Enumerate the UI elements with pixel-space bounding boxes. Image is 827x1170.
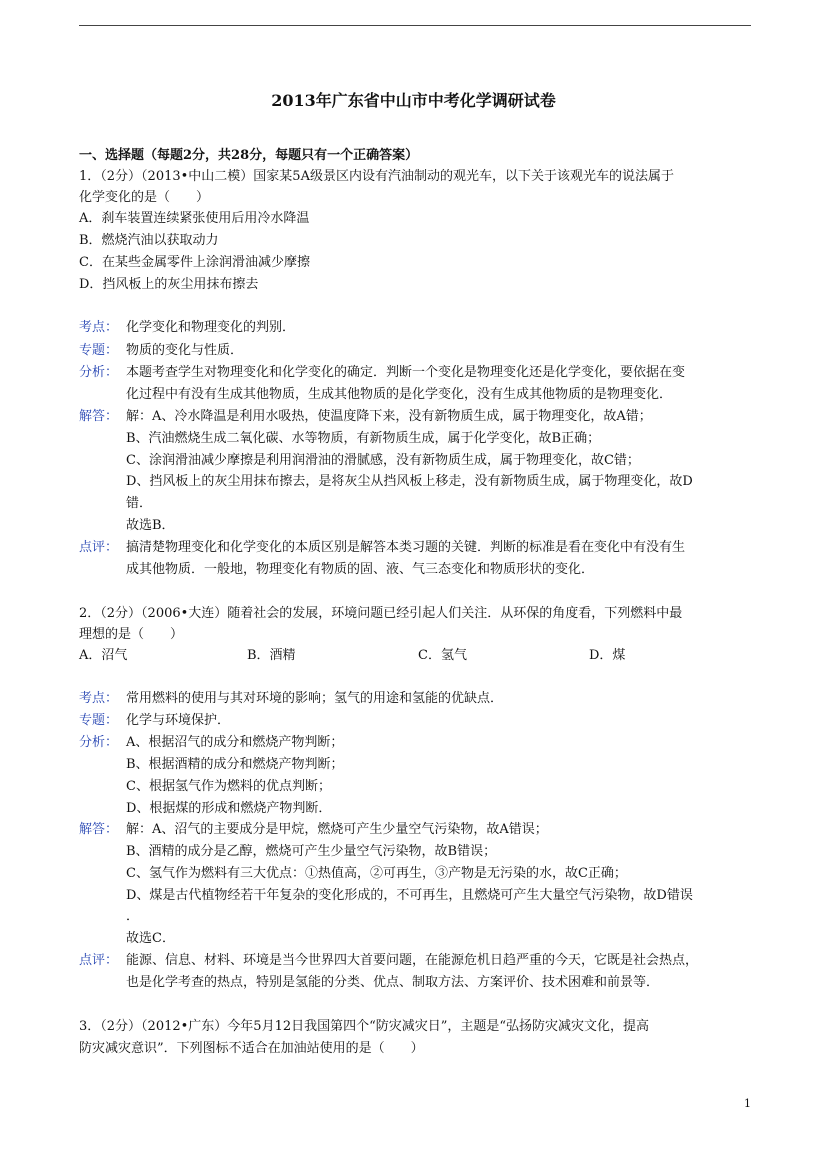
- q2-jieda-line-3: C、氢气作为燃料有三大优点：①热值高，②可再生，③产物是无污染的水，故C正确；: [126, 866, 627, 881]
- q1-jieda-line-5: 错．: [126, 496, 153, 511]
- kaodian-label: 考点：: [79, 691, 119, 706]
- kaodian-label: 考点：: [79, 320, 119, 335]
- q2-fenxi-line-4: D、根据煤的形成和燃烧产物判断．: [126, 801, 332, 816]
- q1-jieda-line-1: 解：A、冷水降温是利用水吸热，使温度降下来，没有新物质生成，属于物理变化，故A错；: [126, 409, 652, 424]
- q2-dianping: [79, 951, 698, 971]
- q1-fenxi: [79, 363, 685, 383]
- q2-jieda-line-4: D、煤是古代植物经若干年复杂的变化形成的，不可再生，且燃烧可产生大量空气污染物，故D错误: [126, 888, 693, 903]
- q1-jieda: [79, 407, 652, 427]
- q1-stem-line-2: 化学变化的是（ ）: [79, 190, 210, 205]
- dianping-label: 点评：: [79, 540, 119, 555]
- q2-option-c: C．氢气: [418, 648, 467, 663]
- q2-stem-line-2: 理想的是（ ）: [79, 627, 184, 642]
- fenxi-label: 分析：: [79, 365, 119, 380]
- q2-zhuanti: [79, 711, 230, 731]
- q3-stem-line-1: 3．（2分）（2012•广东）今年5月12日我国第四个“防灾减灾日”，主题是“弘扬防灾减灾文化，提高: [79, 1019, 650, 1034]
- q2-dianping-line-2: 也是化学考查的热点，特别是氢能的分类、优点、制取方法、方案评价、技术困难和前景等．: [126, 975, 660, 990]
- q2-dianping-line-1: 能源、信息、材料、环境是当今世界四大首要问题，在能源危机日趋严重的今天，它既是社会热点，: [126, 953, 699, 968]
- q2-jieda-line-6: 故选C．: [126, 931, 175, 946]
- q2-stem-line-1: 2．（2分）（2006•大连）随着社会的发展，环境问题已经引起人们关注．从环保的角度看，下列燃料中最: [79, 606, 683, 621]
- q1-fenxi-line-1: 本题考查学生对物理变化和化学变化的确定．判断一个变化是物理变化还是化学变化，要依据在变: [126, 365, 686, 380]
- q1-option-a: A．刹车装置连续紧张使用后用冷水降温: [79, 211, 310, 226]
- q1-option-c: C．在某些金属零件上涂润滑油减少摩擦: [79, 255, 310, 270]
- q2-jieda-line-1: 解：A、沼气的主要成分是甲烷，燃烧可产生少量空气污染物，故A错误；: [126, 822, 548, 837]
- q2-jieda-line-2: B、酒精的成分是乙醇，燃烧可产生少量空气污染物，故B错误；: [126, 844, 497, 859]
- q1-dianping: [79, 538, 685, 558]
- q2-fenxi-line-1: A、根据沼气的成分和燃烧产物判断；: [126, 735, 344, 750]
- q1-dianping-line-1: 搞清楚物理变化和化学变化的本质区别是解答本类习题的关键．判断的标准是看在变化中有没有生: [126, 540, 686, 555]
- q2-jieda: [79, 820, 548, 840]
- page-title: 2013年广东省中山市中考化学调研试卷: [271, 91, 556, 110]
- q2-option-a: A．沼气: [79, 648, 128, 663]
- q1-kaodian: [79, 318, 295, 338]
- q2-fenxi-line-2: B、根据酒精的成分和燃烧产物判断；: [126, 757, 344, 772]
- q1-option-d: D．挡风板上的灰尘用抹布擦去: [79, 277, 259, 292]
- q2-option-b: B．酒精: [247, 648, 296, 663]
- q1-jieda-line-3: C、涂润滑油减少摩擦是利用润滑油的滑腻感，没有新物质生成，属于物理变化，故C错；: [126, 453, 640, 468]
- dianping-label: 点评：: [79, 953, 119, 968]
- q3-stem-line-2: 防灾减灾意识”．下列图标不适合在加油站使用的是（ ）: [79, 1041, 424, 1056]
- page-number: 1: [744, 1097, 751, 1110]
- header-rule: [79, 25, 751, 26]
- q2-fenxi: [79, 733, 343, 753]
- section-header: 一、选择题（每题2分，共28分，每题只有一个正确答案）: [79, 148, 419, 163]
- q2-option-d: D．煤: [589, 648, 626, 663]
- zhuanti-label: 专题：: [79, 343, 119, 358]
- q2-zhuanti-text: 化学与环境保护．: [126, 713, 231, 728]
- q2-fenxi-line-3: C、根据氢气作为燃料的优点判断；: [126, 779, 331, 794]
- q1-fenxi-line-2: 化过程中有没有生成其他物质，生成其他物质的是化学变化，没有生成其他物质的是物理变化．: [126, 387, 673, 402]
- q1-zhuanti-text: 物质的变化与性质．: [126, 343, 244, 358]
- q1-jieda-line-2: B、汽油燃烧生成二氧化碳、水等物质，有新物质生成，属于化学变化，故B正确；: [126, 431, 601, 446]
- q2-kaodian-text: 常用燃料的使用与其对环境的影响；氢气的用途和氢能的优缺点．: [126, 691, 504, 706]
- jieda-label: 解答：: [79, 409, 119, 424]
- zhuanti-label: 专题：: [79, 713, 119, 728]
- q1-zhuanti: [79, 341, 243, 361]
- q1-jieda-line-4: D、挡风板上的灰尘用抹布擦去，是将灰尘从挡风板上移走，没有新物质生成，属于物理变化，故D: [126, 474, 693, 489]
- q2-kaodian: [79, 689, 503, 709]
- q1-dianping-line-2: 成其他物质．一般地，物理变化有物质的固、液、气三态变化和物质形状的变化．: [126, 562, 595, 577]
- q1-jieda-line-6: 故选B．: [126, 518, 175, 533]
- q1-option-b: B．燃烧汽油以获取动力: [79, 233, 219, 248]
- fenxi-label: 分析：: [79, 735, 119, 750]
- q1-kaodian-text: 化学变化和物理变化的判别．: [126, 320, 296, 335]
- q2-jieda-line-5: ．: [126, 909, 140, 924]
- jieda-label: 解答：: [79, 822, 119, 837]
- q1-stem-line-1: 1．（2分）（2013•中山二模）国家某5A级景区内设有汽油制动的观光车，以下关于该观光车的说法属于: [79, 169, 674, 184]
